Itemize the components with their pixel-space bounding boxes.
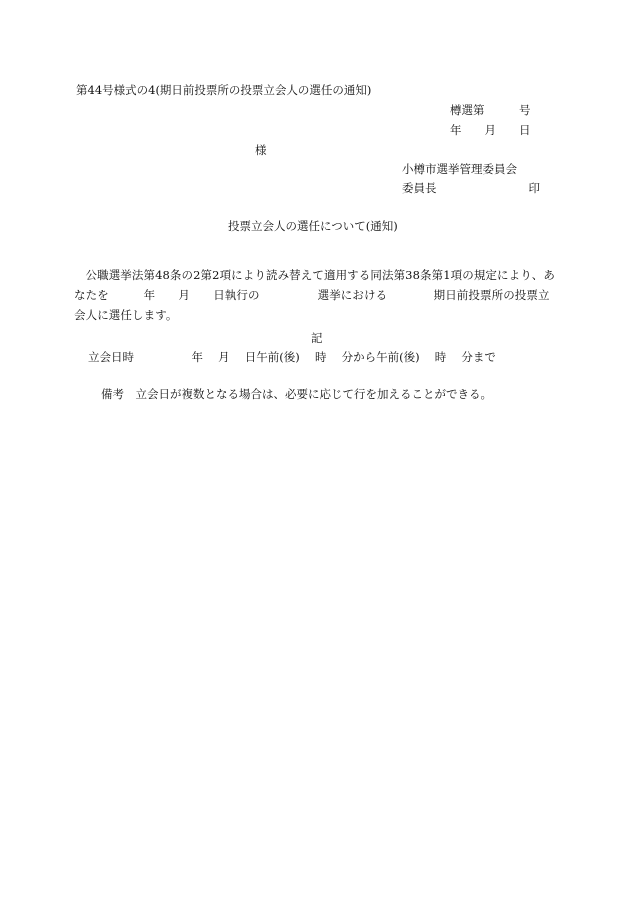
- attendance-schedule: 立会日時 年 月 日午前(後) 時 分から午前(後) 時 分まで: [88, 350, 496, 364]
- body-paragraph: 公職選挙法第48条の2第2項により読み替えて適用する同法第38条第1項の規定により、あなたを 年 月 日執行の 選挙における 期日前投票所の投票立会人に選任します。: [74, 268, 556, 322]
- document-heading: 投票立会人の選任について(通知): [228, 219, 398, 233]
- addressee-honorific: 様: [255, 143, 267, 157]
- form-title: 第44号様式の4(期日前投票所の投票立会人の選任の通知): [76, 83, 372, 97]
- sender-title-seal: 委員長 印: [402, 181, 540, 195]
- document-number: 樽選第 号: [450, 103, 531, 117]
- ki-marker: 記: [311, 331, 323, 345]
- issue-date: 年 月 日: [450, 123, 531, 137]
- remark-note: 備考 立会日が複数となる場合は、必要に応じて行を加えることができる。: [101, 387, 492, 401]
- sender-organization: 小樽市選挙管理委員会: [402, 162, 517, 176]
